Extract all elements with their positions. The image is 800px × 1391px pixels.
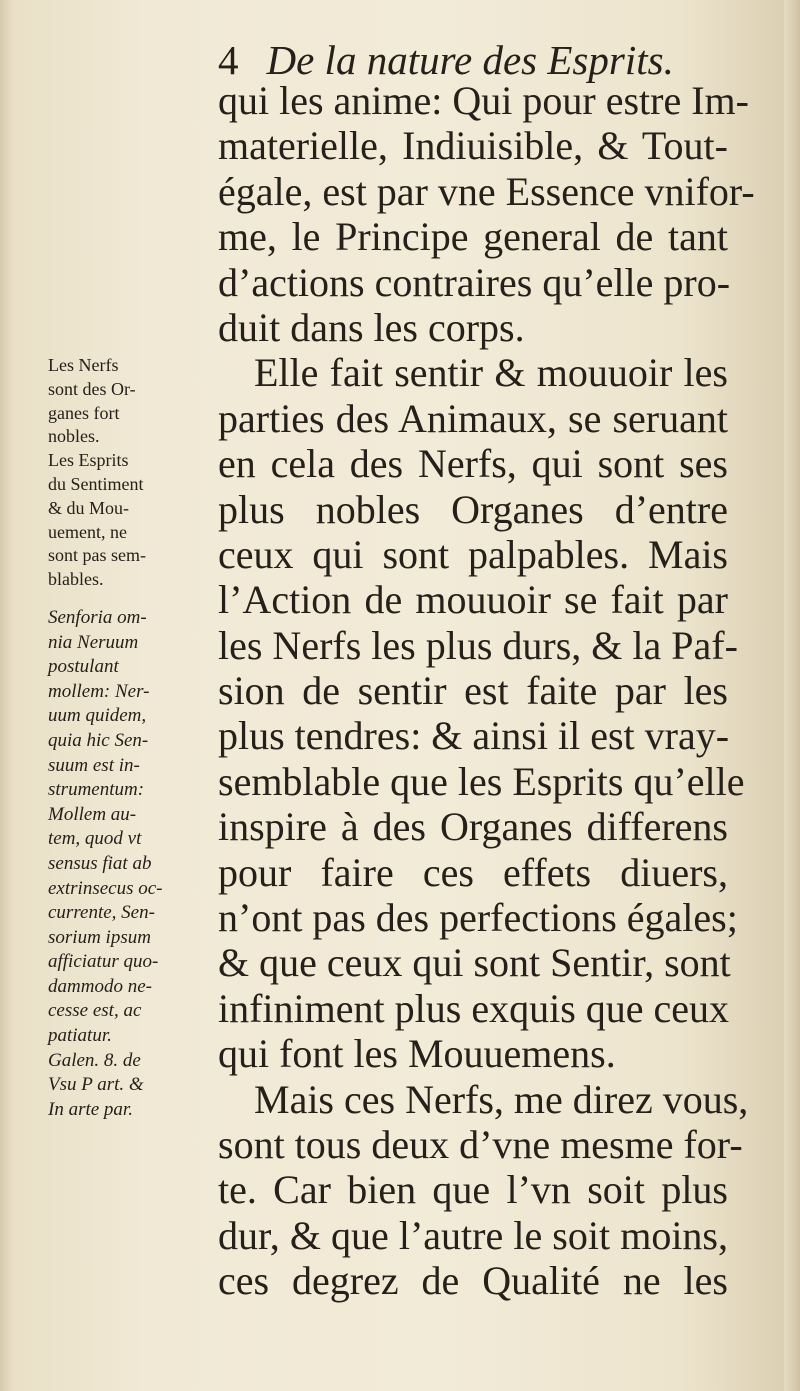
margin-line: postulant	[48, 656, 119, 678]
text-line: plus nobles Organes d’entre	[218, 486, 728, 532]
page-number: 4	[218, 37, 239, 83]
text-line: infiniment plus exquis que ceux	[218, 985, 730, 1031]
page-edge-shadow	[784, 0, 800, 1391]
margin-note-latin-quote	[48, 606, 206, 1122]
margin-line: currente, Sen-	[48, 902, 155, 924]
text-line: égale, est par vne Essence vnifor-	[218, 168, 755, 214]
margin-line: sensus fiat ab	[48, 852, 152, 874]
text-line: Elle fait sentir & mouuoir les	[254, 350, 728, 396]
margin-line: ganes fort	[48, 402, 120, 423]
margin-line: suum est in-	[48, 754, 140, 776]
margin-line: sont des Or-	[48, 378, 136, 399]
text-line: l’Action de mouuoir se fait par	[218, 577, 728, 623]
text-line: les Nerfs les plus durs, & la Paf-	[218, 622, 738, 668]
margin-line: Les Nerfs	[48, 355, 119, 375]
margin-line: uement, ne	[48, 521, 127, 542]
margin-note-esprits	[48, 449, 206, 592]
text-line: en cela des Nerfs, qui sont ses	[218, 441, 728, 487]
text-line: semblable que les Esprits qu’elle	[218, 758, 745, 804]
text-line: te. Car bien que l’vn soit plus	[218, 1167, 728, 1213]
margin-line: mollem: Ner-	[48, 680, 150, 702]
text-line: ces degrez de Qualité ne les	[218, 1258, 728, 1304]
margin-line: & du Mou-	[48, 497, 129, 518]
margin-line: afficiatur quo-	[48, 951, 159, 973]
text-line: ceux qui sont palpables. Mais	[218, 531, 728, 577]
margin-line: patiatur.	[48, 1025, 112, 1047]
margin-notes	[48, 354, 206, 1122]
margin-line: Senforia om-	[48, 606, 147, 628]
text-line: parties des Animaux, se seruant	[218, 395, 728, 441]
margin-note-nerfs	[48, 354, 206, 449]
text-line: Mais ces Nerfs, me direz vous,	[254, 1076, 749, 1122]
margin-line: quia hic Sen-	[48, 729, 149, 751]
main-text-block	[218, 78, 755, 1304]
running-title: De la nature des Esprits.	[266, 37, 674, 83]
text-line: qui font les Mouuemens.	[218, 1031, 616, 1077]
margin-gap	[48, 592, 206, 606]
margin-line: uum quidem,	[48, 705, 147, 727]
text-line: & que ceux qui sont Sentir, sont	[218, 940, 731, 986]
text-line: qui les anime: Qui pour estre Im-	[218, 78, 749, 123]
margin-line: In arte par.	[48, 1098, 133, 1120]
margin-line: strumentum:	[48, 779, 145, 801]
text-line: dur, & que l’autre le soit moins,	[218, 1212, 728, 1258]
margin-line: du Sentiment	[48, 473, 144, 494]
margin-line: extrinsecus oc-	[48, 877, 163, 899]
text-line: sion de sentir est faite par les	[218, 668, 728, 714]
margin-line: Vsu P art. &	[48, 1074, 144, 1096]
text-line: inspire à des Organes differens	[218, 804, 728, 850]
margin-line: blables.	[48, 569, 104, 590]
margin-line: cesse est, ac	[48, 1000, 142, 1022]
margin-line: Mollem au-	[48, 803, 137, 825]
text-line: d’actions contraires qu’elle pro-	[218, 259, 731, 305]
text-line: pour faire ces effets diuers,	[218, 849, 728, 895]
margin-line: tem, quod vt	[48, 828, 142, 850]
text-line: n’ont pas des perfections égales;	[218, 895, 738, 941]
page-gutter-shadow	[0, 0, 14, 1391]
margin-line: sorium ipsum	[48, 926, 151, 948]
margin-line: nia Neruum	[48, 631, 139, 653]
margin-line: dammodo ne-	[48, 975, 152, 997]
text-line: sont tous deux d’vne mesme for-	[218, 1121, 743, 1167]
text-line: duit dans les corps.	[218, 304, 525, 350]
margin-line: nobles.	[48, 426, 100, 447]
margin-line: Les Esprits	[48, 450, 129, 471]
margin-line: sont pas sem-	[48, 545, 146, 566]
text-line: plus tendres: & ainsi il est vray-	[218, 713, 730, 759]
text-line: materielle, Indiuisible, & Tout-	[218, 123, 728, 169]
text-line: me, le Principe general de tant	[218, 214, 728, 260]
margin-line: Galen. 8. de	[48, 1049, 141, 1071]
